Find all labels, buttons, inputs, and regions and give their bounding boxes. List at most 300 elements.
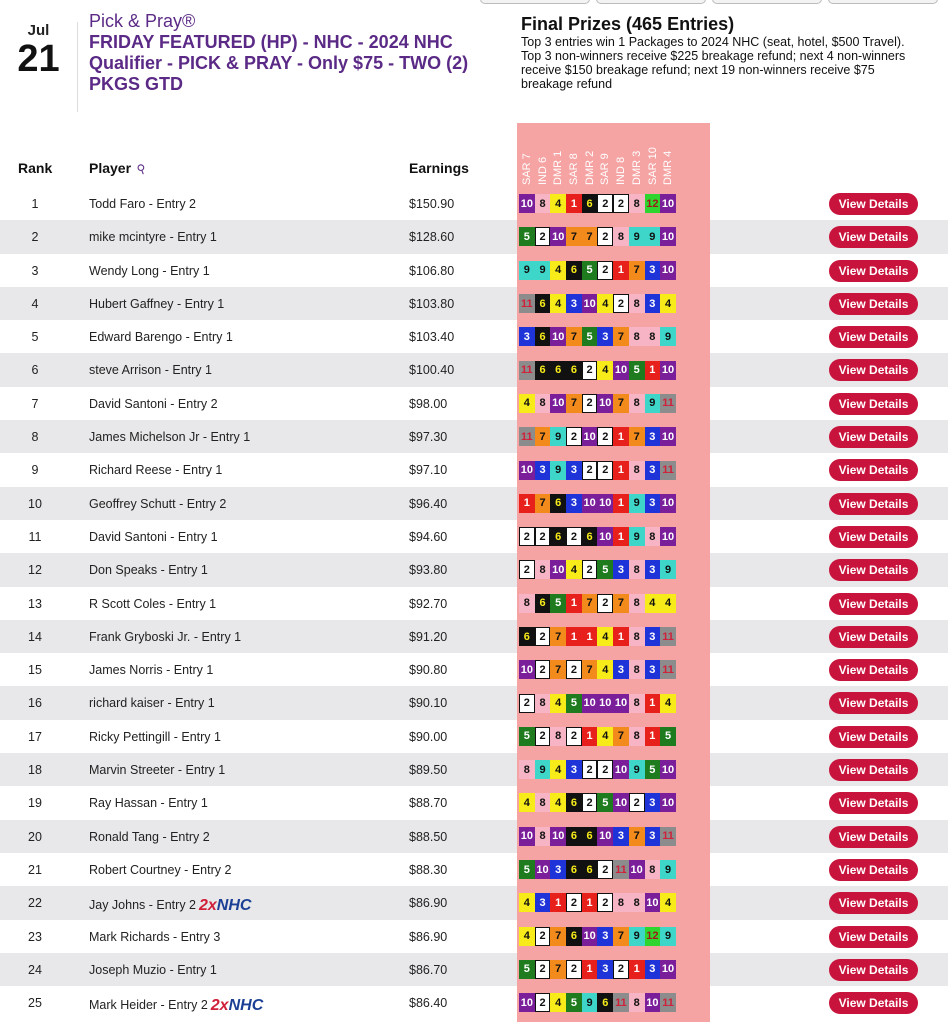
player-name: Todd Faro - Entry 2 [89, 197, 196, 211]
pick-sar-7: 11 [519, 294, 535, 313]
pick-sar-10: 1 [645, 361, 661, 380]
pick-ind-8: 3 [613, 560, 629, 579]
player-cell [89, 297, 224, 311]
view-details-button[interactable]: View Details [829, 193, 918, 215]
pick-sar-7: 5 [519, 727, 535, 746]
rank-cell: 15 [28, 663, 42, 678]
pick-sar-7: 4 [519, 793, 535, 812]
view-details-button[interactable]: View Details [829, 459, 918, 481]
view-details-button[interactable]: View Details [829, 426, 918, 448]
pick-dmr-3: 9 [629, 494, 645, 513]
player-cell [89, 497, 226, 511]
table-row [0, 187, 948, 220]
pick-sar-8: 6 [566, 361, 582, 380]
race-label [582, 127, 598, 187]
pick-sar-8: 6 [566, 927, 582, 946]
pick-sar-9: 10 [597, 494, 613, 513]
view-details-button[interactable]: View Details [829, 559, 918, 581]
pick-dmr-2: 2 [582, 760, 598, 779]
pick-dmr-1: 1 [550, 893, 566, 912]
race-label-text: IND 6 [536, 156, 549, 185]
table-row [0, 420, 948, 453]
player-cell [89, 796, 208, 810]
table-row [0, 320, 948, 353]
pick-sar-7: 4 [519, 394, 535, 413]
pick-dmr-3: 10 [629, 860, 645, 879]
player-name: James Norris - Entry 1 [89, 663, 214, 678]
pick-sar-9: 2 [597, 194, 613, 213]
pick-dmr-4: 10 [660, 361, 676, 380]
earnings-cell: $94.60 [409, 529, 448, 544]
pick-dmr-3: 8 [629, 627, 645, 646]
pick-sar-7: 4 [519, 927, 535, 946]
player-cell [89, 430, 250, 444]
pick-dmr-3: 8 [629, 461, 645, 480]
rank-cell: 17 [28, 729, 42, 744]
earnings-cell: $88.70 [409, 796, 448, 811]
pick-dmr-1: 9 [550, 461, 566, 480]
pick-dmr-2: 1 [582, 893, 598, 912]
pick-sar-10: 3 [645, 827, 661, 846]
pick-ind-8: 8 [613, 893, 629, 912]
pick-dmr-2: 6 [582, 860, 598, 879]
pick-sar-9: 10 [597, 694, 613, 713]
pick-sar-10: 12 [645, 194, 661, 213]
earnings-cell: $90.80 [409, 663, 448, 678]
pick-dmr-4: 9 [660, 560, 676, 579]
picks-cell [517, 786, 710, 819]
pick-dmr-4: 11 [660, 461, 676, 480]
pick-sar-8: 2 [566, 427, 582, 446]
player-name: Joseph Muzio - Entry 1 [89, 962, 217, 977]
player-name: David Santoni - Entry 1 [89, 529, 218, 544]
pick-dmr-2: 5 [582, 327, 598, 346]
race-label-text: DMR 4 [662, 150, 675, 185]
picks-cell [517, 220, 710, 253]
player-column-header[interactable] [89, 160, 146, 176]
pick-sar-9: 4 [597, 627, 613, 646]
contest-brand: Pick & Pray® [89, 11, 196, 31]
race-label-text: SAR 9 [599, 153, 612, 185]
pick-dmr-1: 4 [550, 760, 566, 779]
pick-sar-10: 8 [645, 527, 661, 546]
pick-sar-7: 1 [519, 494, 535, 513]
pick-dmr-2: 7 [582, 227, 598, 246]
view-details-button[interactable]: View Details [829, 992, 918, 1014]
pick-sar-7: 5 [519, 960, 535, 979]
pick-dmr-1: 9 [550, 427, 566, 446]
pick-sar-10: 3 [645, 261, 661, 280]
pick-dmr-4: 9 [660, 927, 676, 946]
pick-dmr-2: 10 [582, 694, 598, 713]
pick-sar-7: 10 [519, 461, 535, 480]
player-name: David Santoni - Entry 2 [89, 396, 218, 411]
pick-dmr-2: 10 [582, 927, 598, 946]
race-label [535, 127, 551, 187]
rank-cell: 12 [28, 563, 42, 578]
race-label-text: DMR 1 [552, 150, 565, 185]
pick-ind-6: 8 [535, 194, 551, 213]
rank-cell: 7 [31, 396, 39, 411]
pick-dmr-2: 10 [582, 294, 598, 313]
view-details-button[interactable]: View Details [829, 493, 918, 515]
pick-sar-9: 3 [597, 327, 613, 346]
pick-sar-9: 3 [597, 927, 613, 946]
pick-dmr-4: 10 [660, 793, 676, 812]
pick-ind-6: 3 [535, 893, 551, 912]
pick-sar-8: 6 [566, 793, 582, 812]
table-row [0, 587, 948, 620]
rank-cell: 1 [31, 197, 39, 211]
player-cell [89, 896, 251, 914]
pick-ind-6: 2 [535, 627, 551, 646]
earnings-cell: $150.90 [409, 197, 455, 211]
pick-sar-10: 3 [645, 560, 661, 579]
picks-cell [517, 487, 710, 520]
view-details-button[interactable]: View Details [829, 759, 918, 781]
date-day: 21 [17, 38, 60, 80]
table-row [0, 387, 948, 420]
pick-sar-7: 4 [519, 893, 535, 912]
race-label [597, 127, 613, 187]
pick-ind-8: 1 [613, 261, 629, 280]
pick-dmr-4: 9 [660, 327, 676, 346]
rank-cell: 10 [28, 496, 42, 511]
pick-dmr-4: 10 [660, 227, 676, 246]
pick-sar-8: 5 [566, 993, 582, 1012]
pick-ind-8: 2 [613, 294, 629, 313]
picks-cell [517, 553, 710, 586]
nhc-qualifier-badge [199, 897, 251, 914]
player-name: Marvin Streeter - Entry 1 [89, 763, 226, 778]
player-cell [89, 530, 218, 544]
pick-dmr-3: 8 [629, 660, 645, 679]
pick-ind-6: 8 [535, 793, 551, 812]
player-column-label: Player [89, 160, 132, 176]
pick-dmr-2: 2 [582, 361, 598, 380]
table-row [0, 753, 948, 786]
pick-dmr-4: 11 [660, 993, 676, 1012]
pick-dmr-3: 8 [629, 294, 645, 313]
pick-dmr-4: 10 [660, 494, 676, 513]
table-row [0, 886, 948, 919]
player-cell [89, 463, 222, 477]
player-cell [89, 763, 225, 777]
pick-sar-10: 12 [645, 927, 661, 946]
prizes-title: Final Prizes (465 Entries) [521, 14, 735, 34]
pick-dmr-3: 8 [629, 727, 645, 746]
pick-sar-10: 10 [645, 993, 661, 1012]
earnings-cell: $88.30 [409, 862, 448, 877]
pick-dmr-1: 6 [550, 361, 566, 380]
pick-sar-7: 10 [519, 660, 535, 679]
pick-dmr-2: 6 [582, 194, 598, 213]
rank-cell: 3 [31, 263, 39, 278]
pick-dmr-4: 4 [660, 594, 676, 613]
pick-dmr-1: 10 [550, 394, 566, 413]
player-cell [89, 397, 218, 411]
pick-dmr-1: 6 [550, 494, 566, 513]
pick-sar-10: 3 [645, 294, 661, 313]
pick-dmr-2: 2 [582, 394, 598, 413]
view-details-button[interactable]: View Details [829, 226, 918, 248]
pick-dmr-1: 4 [550, 694, 566, 713]
race-column-labels [519, 127, 676, 187]
player-cell [89, 597, 216, 611]
pick-dmr-2: 6 [582, 827, 598, 846]
player-cell [89, 963, 217, 977]
picks-cell [517, 187, 710, 220]
pick-sar-7: 5 [519, 227, 535, 246]
pick-sar-8: 6 [566, 261, 582, 280]
view-details-button[interactable]: View Details [829, 293, 918, 315]
pick-dmr-2: 5 [582, 261, 598, 280]
earnings-cell: $103.80 [409, 296, 455, 311]
player-name: Wendy Long - Entry 1 [89, 263, 210, 278]
pick-sar-8: 7 [566, 227, 582, 246]
view-details-button[interactable]: View Details [829, 792, 918, 814]
player-cell [89, 264, 210, 278]
pick-sar-10: 1 [645, 694, 661, 713]
pick-ind-8: 2 [613, 960, 629, 979]
pick-ind-8: 1 [613, 494, 629, 513]
picks-cell [517, 387, 710, 420]
player-cell [89, 996, 263, 1014]
pick-sar-9: 4 [597, 294, 613, 313]
pick-dmr-2: 1 [582, 960, 598, 979]
player-name: Geoffrey Schutt - Entry 2 [89, 496, 227, 511]
race-label [660, 127, 676, 187]
pick-sar-8: 3 [566, 461, 582, 480]
pick-dmr-4: 10 [660, 760, 676, 779]
nav-tab-stub[interactable] [596, 0, 706, 4]
pick-sar-9: 2 [597, 261, 613, 280]
pick-dmr-4: 10 [660, 194, 676, 213]
picks-cell [517, 986, 710, 1019]
pick-sar-10: 3 [645, 494, 661, 513]
rank-cell: 21 [28, 862, 42, 877]
pick-sar-10: 10 [645, 893, 661, 912]
pick-dmr-1: 4 [550, 993, 566, 1012]
pick-ind-8: 7 [613, 727, 629, 746]
view-details-button[interactable]: View Details [829, 393, 918, 415]
pick-sar-8: 2 [566, 893, 582, 912]
pick-dmr-4: 10 [660, 261, 676, 280]
view-details-button[interactable]: View Details [829, 593, 918, 615]
earnings-cell: $97.10 [409, 463, 448, 478]
pick-sar-8: 6 [566, 827, 582, 846]
pick-ind-8: 11 [613, 860, 629, 879]
table-row [0, 986, 948, 1019]
player-cell [89, 863, 231, 877]
rank-column-header[interactable]: Rank [18, 160, 53, 176]
race-label-text: SAR 7 [521, 153, 533, 185]
pick-sar-8: 1 [566, 627, 582, 646]
pick-dmr-3: 2 [629, 793, 645, 812]
pick-ind-8: 2 [613, 194, 629, 213]
pick-dmr-4: 9 [660, 860, 676, 879]
picks-cell [517, 653, 710, 686]
pick-sar-8: 2 [566, 660, 582, 679]
view-details-button[interactable]: View Details [829, 926, 918, 948]
view-details-button[interactable]: View Details [829, 859, 918, 881]
table-row [0, 920, 948, 953]
pick-ind-6: 8 [535, 560, 551, 579]
pick-sar-10: 5 [645, 760, 661, 779]
view-details-button[interactable]: View Details [829, 826, 918, 848]
player-name: richard kaiser - Entry 1 [89, 696, 215, 711]
view-details-button[interactable]: View Details [829, 892, 918, 914]
race-label [629, 127, 645, 187]
player-name: mike mcintyre - Entry 1 [89, 230, 217, 245]
race-label [519, 127, 535, 187]
pick-sar-7: 10 [519, 194, 535, 213]
pick-ind-6: 7 [535, 494, 551, 513]
pick-ind-6: 3 [535, 461, 551, 480]
earnings-column-header[interactable]: Earnings [409, 160, 469, 176]
picks-cell [517, 353, 710, 386]
view-details-button[interactable]: View Details [829, 626, 918, 648]
pick-ind-8: 7 [613, 394, 629, 413]
pick-ind-8: 11 [613, 993, 629, 1012]
table-row [0, 353, 948, 386]
pick-ind-8: 7 [613, 594, 629, 613]
rank-cell: 9 [31, 463, 39, 478]
player-name: Richard Reese - Entry 1 [89, 463, 223, 478]
pick-dmr-3: 8 [629, 594, 645, 613]
pick-ind-8: 7 [613, 927, 629, 946]
rank-cell: 13 [28, 596, 42, 611]
picks-cell [517, 453, 710, 486]
pick-sar-7: 3 [519, 327, 535, 346]
rank-cell: 25 [28, 996, 42, 1011]
table-row [0, 953, 948, 986]
pick-dmr-2: 6 [582, 527, 598, 546]
pick-sar-8: 5 [566, 694, 582, 713]
player-name: Ronald Tang - Entry 2 [89, 829, 210, 844]
nav-tab-stub[interactable] [712, 0, 822, 4]
pick-ind-6: 6 [535, 294, 551, 313]
earnings-cell: $100.40 [409, 363, 455, 378]
pick-dmr-2: 10 [582, 494, 598, 513]
earnings-cell: $86.90 [409, 896, 448, 911]
contest-date [0, 22, 78, 112]
pick-sar-9: 10 [597, 394, 613, 413]
player-name: R Scott Coles - Entry 1 [89, 596, 217, 611]
pick-dmr-3: 8 [629, 194, 645, 213]
table-row [0, 686, 948, 719]
earnings-cell: $98.00 [409, 396, 448, 411]
pick-sar-8: 3 [566, 294, 582, 313]
search-icon[interactable]: ⚲ [134, 160, 148, 178]
pick-dmr-2: 9 [582, 993, 598, 1012]
earnings-cell: $86.40 [409, 996, 448, 1011]
table-row [0, 487, 948, 520]
pick-dmr-2: 1 [582, 727, 598, 746]
pick-dmr-3: 1 [629, 960, 645, 979]
table-row [0, 786, 948, 819]
prizes-description: Top 3 entries win 1 Packages to 2024 NHC (seat, hotel, $500 Travel). Top 3 non-winners receive $225 breakage refund; next 4 non-winners receive $150 breakage refund; next 19 non-winners receive $75 breakage refund [521, 35, 906, 91]
picks-cell [517, 820, 710, 853]
view-details-button[interactable]: View Details [829, 959, 918, 981]
pick-sar-9: 4 [597, 727, 613, 746]
view-details-button[interactable]: View Details [829, 359, 918, 381]
pick-dmr-3: 9 [629, 760, 645, 779]
pick-sar-9: 2 [597, 427, 613, 446]
pick-sar-8: 6 [566, 860, 582, 879]
picks-cell [517, 720, 710, 753]
contest-title-block [89, 10, 499, 95]
pick-ind-6: 6 [535, 361, 551, 380]
pick-sar-10: 9 [645, 394, 661, 413]
pick-ind-6: 2 [535, 227, 551, 246]
pick-dmr-2: 7 [582, 660, 598, 679]
pick-ind-8: 1 [613, 627, 629, 646]
player-cell [89, 930, 220, 944]
picks-cell [517, 620, 710, 653]
player-cell [89, 330, 233, 344]
pick-ind-6: 8 [535, 394, 551, 413]
nav-tab-stub[interactable] [828, 0, 938, 4]
view-details-button[interactable]: View Details [829, 659, 918, 681]
table-row [0, 620, 948, 653]
player-name: Frank Gryboski Jr. - Entry 1 [89, 629, 242, 644]
picks-cell [517, 686, 710, 719]
pick-sar-7: 11 [519, 361, 535, 380]
pick-sar-8: 2 [566, 527, 582, 546]
pick-sar-7: 5 [519, 860, 535, 879]
pick-sar-8: 3 [566, 760, 582, 779]
pick-dmr-1: 10 [550, 827, 566, 846]
pick-ind-6: 2 [535, 660, 551, 679]
pick-dmr-3: 9 [629, 227, 645, 246]
pick-sar-9: 4 [597, 361, 613, 380]
player-name: Ricky Pettingill - Entry 1 [89, 729, 221, 744]
view-details-button[interactable]: View Details [829, 726, 918, 748]
pick-dmr-1: 4 [550, 793, 566, 812]
earnings-cell: $93.80 [409, 563, 448, 578]
table-row [0, 853, 948, 886]
view-details-button[interactable]: View Details [829, 692, 918, 714]
picks-cell [517, 320, 710, 353]
pick-ind-6: 10 [535, 860, 551, 879]
pick-sar-9: 2 [597, 893, 613, 912]
pick-sar-9: 2 [597, 860, 613, 879]
nav-tab-stub[interactable] [480, 0, 590, 4]
rank-cell: 2 [31, 230, 39, 245]
table-row [0, 220, 948, 253]
badge-org: NHC [228, 997, 264, 1015]
race-label-text: SAR 10 [646, 147, 659, 185]
pick-ind-6: 2 [535, 993, 551, 1012]
view-details-button[interactable]: View Details [829, 260, 918, 282]
pick-dmr-2: 10 [582, 427, 598, 446]
view-details-button[interactable]: View Details [829, 526, 918, 548]
pick-sar-9: 10 [597, 527, 613, 546]
pick-dmr-3: 8 [629, 993, 645, 1012]
view-details-button[interactable]: View Details [829, 326, 918, 348]
rank-cell: 5 [31, 330, 39, 345]
pick-dmr-4: 10 [660, 527, 676, 546]
earnings-cell: $88.50 [409, 829, 448, 844]
pick-sar-9: 6 [597, 993, 613, 1012]
contest-header [0, 10, 948, 120]
pick-sar-7: 8 [519, 594, 535, 613]
pick-dmr-3: 8 [629, 327, 645, 346]
pick-sar-9: 5 [597, 793, 613, 812]
pick-sar-8: 1 [566, 194, 582, 213]
pick-ind-8: 3 [613, 827, 629, 846]
